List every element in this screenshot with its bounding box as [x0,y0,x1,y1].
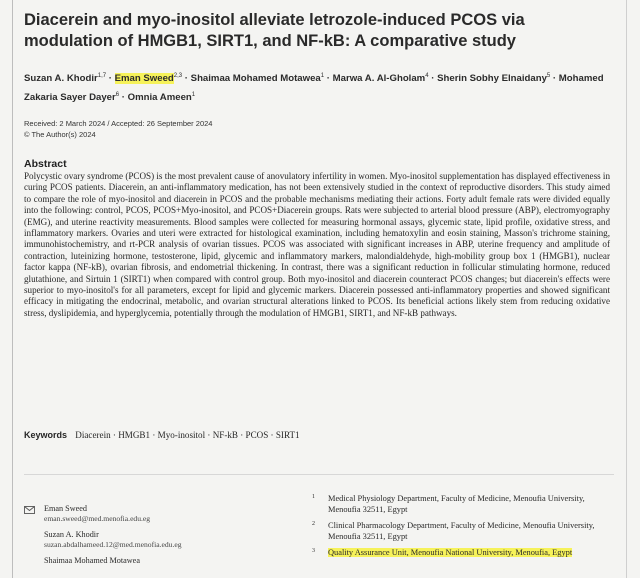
keywords-label: Keywords [24,430,68,440]
contact-item [24,504,264,524]
author-name-text: Mohamed Zakaria Sayer Dayer [24,73,604,104]
affiliation-number: 3 [312,548,315,555]
contact-email[interactable]: eman.sweed@med.menofia.edu.eg [44,514,151,523]
author-separator: · [182,73,191,85]
keywords-list: Diacerein · HMGB1 · Myo-inositol · NF-kB · PCOS · SIRT1 [75,430,300,440]
author-name-text: Omnia Ameen [127,92,192,104]
abstract-text: Polycystic ovary syndrome (PCOS) is the most prevalent cause of anovulatory infertility in women. Myo-inositol supplementation has displayed effectiveness in curing PCOS patients. Diacerein, an anti-inflammatory medication, has not been extensively studied in the context of reproductive disorders. This study aimed to compare the role of myo-inositol and diacerein in PCOS and the probable mechanisms mediating their actions. Forty adult female rats were divided equally into the following: control, PCOS, PCOS+Myo-inositol, and PCOS+Diacerein groups. Rats were subjected to arterial blood pressure (ABP), electromyography (EMG), and uterine reactivity measurements. Blood samples were collected for measuring hormonal assays, glycemic state, lipid profile, oxidative stress, and inflammatory markers. Ovaries and uteri were extracted for histological examination, including hematoxylin and eosin staining, Masson's trichrome staining, immunohistochemistry, and rt-PCR analysis of ovarian tissues. PCOS was associated with significant increases in ABP, uterine frequency and amplitude of contraction, luteinizing hormone, testosterone, lipid, glycemic and inflammatory markers, malondialdehyde, high-mobility group box 1 (HMGB1), nuclear factor kappa (NF-kB), ovarian fibrosis, and endometrial thickening. In contrast, there was a significant reduction in follicular stimulating hormone, reduced glutathione, and Sirtuin 1 (SIRT1) when compared with control group. Both myo-inositol and diacerein counteract PCOS changes; but diacerein's effects were superior to myo-inositol's for all parameters, except for lipid and glycemic markers. Diacerein possessed anti-inflammatory properties and showed significant efficacy in mitigating the endocrinal, metabolic, and ovarian structural alterations linked to PCOS. Its beneficial actions likely stem from reducing oxidative stress, dyslipidemia, and hyperglycemia, potentially through the modulation of HMGB1, SIRT1, and NF-kB pathways. [24,171,610,318]
author-affiliation-sup: 2,3 [173,73,183,79]
author-affiliation-sup: 1 [191,92,196,99]
contact-name: Shaimaa Mohamed Motawea [44,556,140,565]
contact-item [24,556,264,566]
contact-email[interactable]: suzan.abdalhameed.12@med.menofia.edu.eg [44,540,182,549]
correspondence-contacts [24,504,264,572]
author-name [437,73,550,84]
author-separator: · [324,73,333,85]
affiliation-item [310,521,610,542]
affiliation-text: Clinical Pharmacology Department, Faculty of Medicine, Menoufia University, Menoufia 32511, Egypt [328,521,595,541]
contact-name: Eman Sweed [44,504,87,513]
author-name-text: Sherin Sobhy Elnaidany [437,73,547,85]
author-separator: · [428,73,438,85]
author-separator: · [119,92,128,104]
page-edge-left [12,0,13,578]
affiliation-text: Medical Physiology Department, Faculty of Medicine, Menoufia University, Menoufia 32511, Egypt [328,494,585,514]
page-edge-right [626,0,627,578]
affiliation-text: Quality Assurance Unit, Menoufia National University, Menoufia, Egypt [328,548,573,558]
author-name [191,73,324,84]
author-name [333,73,429,84]
contact-name: Suzan A. Khodir [44,530,99,539]
abstract-heading: Abstract [24,158,67,170]
contact-item [24,530,264,550]
author-affiliation-sup: 4 [425,73,429,79]
author-name [128,92,196,103]
author-name-text: Marwa A. Al-Gholam [332,73,426,85]
affiliation-number: 1 [312,494,315,500]
affiliation-number: 2 [312,521,315,528]
author-affiliation-sup: 1,7 [97,73,107,79]
footer-divider [24,474,614,475]
copyright-line: © The Author(s) 2024 [24,130,96,139]
author-name-text: Suzan A. Khodir [24,73,98,85]
article-title: Diacerein and myo-inositol alleviate letrozole-induced PCOS via modulation of HMGB1, SIRT1, and NF-kB: A comparative study [24,11,525,50]
mail-icon [24,506,35,514]
received-accepted-dates: Received: 2 March 2024 / Accepted: 26 September 2024 [24,119,213,128]
author-separator: · [550,73,559,85]
author-name-text: Shaimaa Mohamed Motawea [190,73,321,85]
author-name [24,73,106,84]
affiliation-item [310,548,610,559]
article-dates [24,118,212,140]
author-name [115,73,183,84]
author-separator: · [106,73,115,85]
affiliation-list [310,494,610,565]
author-affiliation-sup: 6 [115,92,120,99]
affiliation-item [310,494,610,515]
author-name-text: Eman Sweed [114,73,174,85]
author-affiliation-sup: 1 [320,73,325,79]
author-affiliation-sup: 5 [546,73,551,79]
author-list [24,68,624,106]
keywords-line [24,430,614,440]
